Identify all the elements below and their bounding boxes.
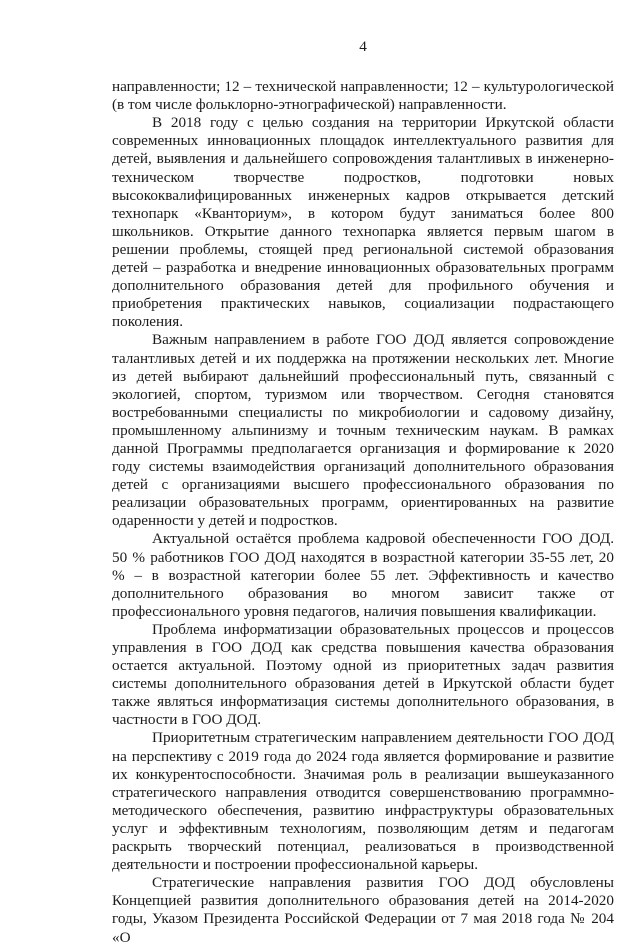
paragraph-strategic-grounds: Стратегические направления развития ГОО ДОД обусловлены Концепцией развития дополнительного образования детей на 2014-2020 годы, Указом Президента Российской Федерации от 7 мая 2018 года № 204 «О bbox=[112, 874, 614, 946]
paragraph-kvantorium: В 2018 году с целью создания на территории Иркутской области современных инновационных площадок интеллектуального развития для детей, выявления и дальнейшего сопровождения талантливых в инженерно-техническом творчестве подростков, подготовки новых высококвалифицированных инженерных кадров открывается детский технопарк «Кванториум», в котором будут заниматься более 800 школьников. Открытие данного технопарка является первым шагом в решении проблемы, стоящей пред региональной системой образования детей – разработка и внедрение инновационных образовательных программ дополнительного образования детей для профильного обучения и приобретения практических навыков, социализации подрастающего поколения. bbox=[112, 114, 614, 331]
paragraph-informatization: Проблема информатизации образовательных процессов и процессов управления в ГОО ДОД как средства повышения качества образования остается актуальной. Поэтому одной из приоритетных задач развития системы дополнительного образования детей в Иркутской области будет также являться информатизация системы дополнительного образования, в частности в ГОО ДОД. bbox=[112, 620, 614, 729]
paragraph-staffing: Актуальной остаётся проблема кадровой обеспеченности ГОО ДОД. 50 % работников ГОО ДОД находятся в возрастной категории 35-55 лет, 20 % – в возрастной категории более 55 лет. Эффективность и качество дополнительного образования во многом зависит также от профессионального уровня педагогов, наличия повышения квалификации. bbox=[112, 530, 614, 620]
paragraph-strategic-direction: Приоритетным стратегическим направлением деятельности ГОО ДОД на перспективу с 2019 года до 2024 года является формирование и развитие их конкурентоспособности. Значимая роль в реализации вышеуказанного стратегического направления отводится совершенствованию программно-методического обеспечения, развитию инфраструктуры образовательных услуг и эффективным технологиям, позволяющим детям и педагогам раскрыть творческий потенциал, реализоваться в производственной деятельности и построении профессиональной карьеры. bbox=[112, 729, 614, 874]
paragraph-continuation: направленности; 12 – технической направленности; 12 – культурологической (в том числе фольклорно-этнографической) направленности. bbox=[112, 78, 614, 114]
paragraph-talented-children: Важным направлением в работе ГОО ДОД является сопровождение талантливых детей и их поддержка на протяжении нескольких лет. Многие из детей выбирают дальнейший профессиональный путь, связанный с экологией, спортом, туризмом или творчеством. Сегодня становятся востребованными специалисты по микробиологии и садовому дизайну, промышленному альпинизму и точным техническим наукам. В рамках данной Программы предполагается организация и формирование к 2020 году системы взаимодействия организаций дополнительного образования детей с организациями высшего профессионального образования по реализации образовательных программ, ориентированных на развитие одаренности у детей и подростков. bbox=[112, 331, 614, 530]
page-number: 4 bbox=[359, 38, 367, 55]
